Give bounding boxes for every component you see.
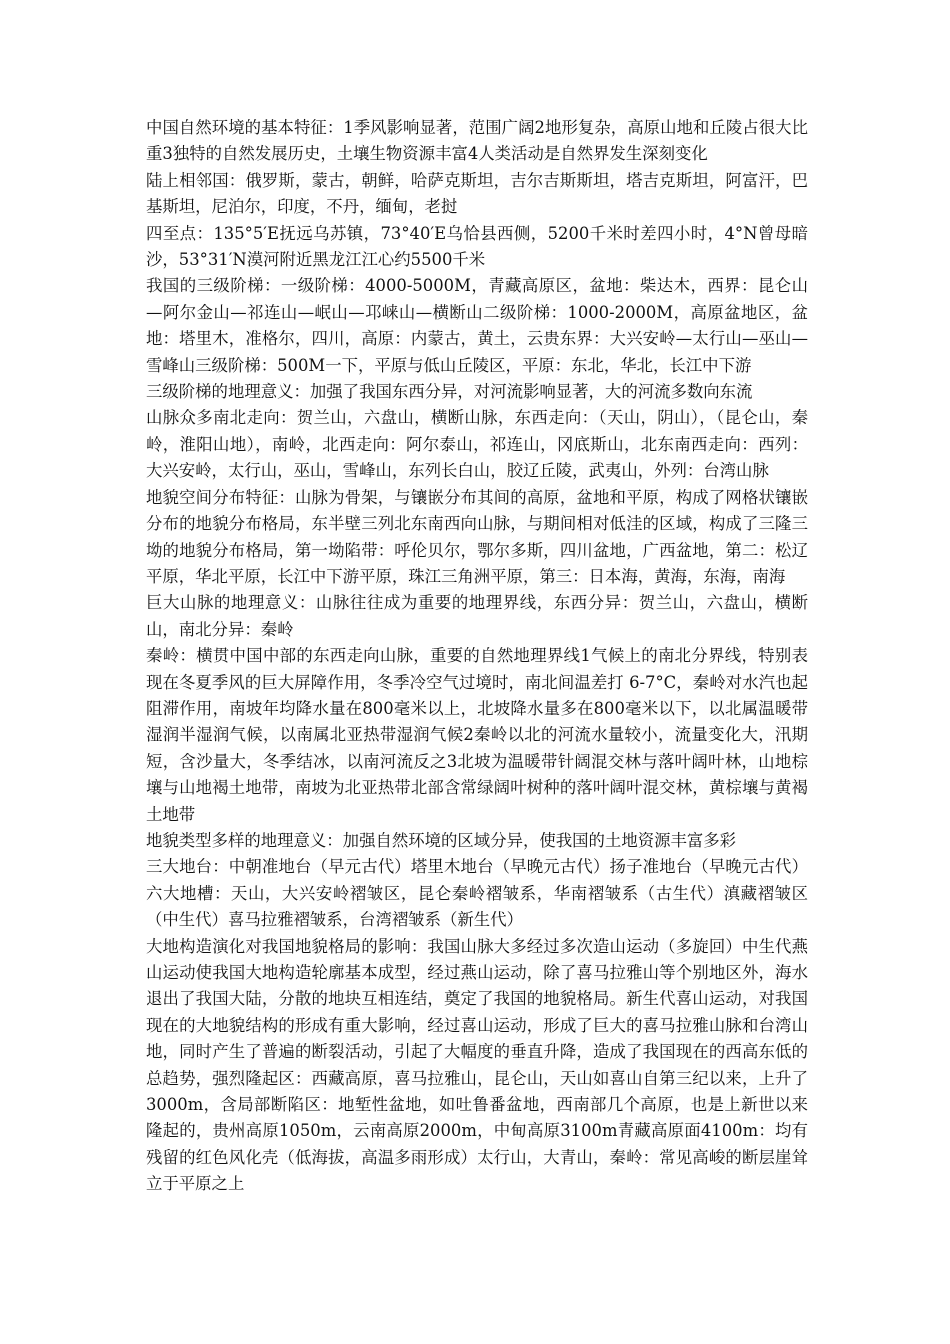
- paragraph-mountain-significance: 巨大山脉的地理意义：山脉往往成为重要的地理界线，东西分异：贺兰山，六盘山，横断山，南北分异：秦岭: [146, 593, 808, 639]
- paragraph-mountain-directions: 山脉众多南北走向：贺兰山，六盘山，横断山脉，东西走向：（天山，阴山），（昆仑山，秦岭，淮阳山地），南岭，北西走向：阿尔泰山，祁连山，冈底斯山，北东南西走向：西列：大兴安岭，太行山，巫山，雪峰山，东列长白山，胶辽丘陵，武夷山，外列：台湾山脉: [146, 408, 808, 481]
- paragraph-tectonic-evolution: 大地构造演化对我国地貌格局的影响：我国山脉大多经过多次造山运动（多旋回）中生代燕山运动使我国大地构造轮廓基本成型，经过燕山运动，除了喜马拉雅山等个别地区外，海水退出了我国大陆，分散的地块互相连结，奠定了我国的地貌格局。新生代喜山运动，对我国现在的大地貌结构的形成有重大影响，经过喜山运动，形成了巨大的喜马拉雅山脉和台湾山地，同时产生了普遍的断裂活动，引起了大幅度的垂直升降，造成了我国现在的西高东低的总趋势，强烈隆起区：西藏高原，喜马拉雅山，昆仑山，天山如喜山自第三纪以来，上升了 3000m，含局部断陷区：地堑性盆地，如吐鲁番盆地，西南部几个高原，也是上新世以来隆起的，贵州高原1050m，云南高原2000m，中甸高原3100m青藏高原面4100m：均有残留的红色风化壳（低海拔，高温多雨形成）太行山，大青山，秦岭：常见高峻的断层崖耸立于平原之上: [146, 936, 808, 1194]
- paragraph-landform-distribution: 地貌空间分布特征：山脉为骨架，与镶嵌分布其间的高原，盆地和平原，构成了网格状镶嵌分布的地貌分布格局，东半壁三列北东南西向山脉，与期间相对低洼的区域，构成了三隆三坳的地貌分布格局，第一坳陷带：呼伦贝尔，鄂尔多斯，四川盆地，广西盆地，第二：松辽平原，华北平原，长江中下游平原，珠江三角洲平原，第三：日本海，黄海，东海，南海: [146, 487, 808, 586]
- document-body: [146, 115, 808, 1198]
- paragraph-terrain-steps-significance: 三级阶梯的地理意义：加强了我国东西分异，对河流影响显著，大的河流多数向东流: [146, 382, 753, 402]
- paragraph-neighbor-countries: 陆上相邻国：俄罗斯，蒙古，朝鲜，哈萨克斯坦，吉尔吉斯斯坦，塔吉克斯坦，阿富汗，巴基斯坦，尼泊尔，印度，不丹，缅甸，老挝: [146, 170, 808, 217]
- paragraph-extreme-points: 四至点：135°5′E抚远乌苏镇，73°40′E乌恰县西侧，5200千米时差四小时，4°N曾母暗沙，53°31′N漠河附近黑龙江江心约5500千米: [146, 223, 808, 270]
- paragraph-natural-features: 中国自然环境的基本特征：1季风影响显著，范围广阔2地形复杂，高原山地和丘陵占很大比重3独特的自然发展历史，土壤生物资源丰富4人类活动是自然界发生深刻变化: [146, 118, 808, 164]
- paragraph-platforms-geosynclines: 三大地台：中朝准地台（早元古代）塔里木地台（早晚元古代）扬子准地台（早晚元古代）六大地槽：天山，大兴安岭褶皱区，昆仑秦岭褶皱系，华南褶皱系（古生代）滇藏褶皱区（中生代）喜马拉雅褶皱系，台湾褶皱系（新生代）: [146, 857, 808, 930]
- paragraph-three-terrain-steps: 我国的三级阶梯：一级阶梯：4000-5000M，青藏高原区，盆地：柴达木，西界：昆仑山—阿尔金山—祁连山—岷山—邛崃山—横断山二级阶梯：1000-2000M，高原盆地区，盆地：塔里木，准格尔，四川，高原：内蒙古，黄土，云贵东界：大兴安岭—太行山—巫山—雪峰山三级阶梯：500M一下，平原与低山丘陵区，平原：东北，华北，长江中下游: [146, 276, 808, 375]
- paragraph-landform-diversity: 地貌类型多样的地理意义：加强自然环境的区域分异，使我国的土地资源丰富多彩: [146, 830, 737, 850]
- paragraph-qinling: 秦岭：横贯中国中部的东西走向山脉，重要的自然地理界线1气候上的南北分界线，特别表现在冬夏季风的巨大屏障作用，冬季冷空气过境时，南北间温差打 6-7°C，秦岭对水汽也起阻滞作用，南坡年均降水量在800毫米以上，北坡降水量多在800毫米以下，以北属温暖带湿润半湿润气候，以南属北亚热带湿润气候2秦岭以北的河流水量较小，流量变化大，汛期短，含沙量大，冬季结冰，以南河流反之3北坡为温暖带针阔混交林与落叶阔叶林，山地棕壤与山地褐土地带，南坡为北亚热带北部含常绿阔叶树种的落叶阔叶混交林，黄棕壤与黄褐土地带: [146, 646, 808, 824]
